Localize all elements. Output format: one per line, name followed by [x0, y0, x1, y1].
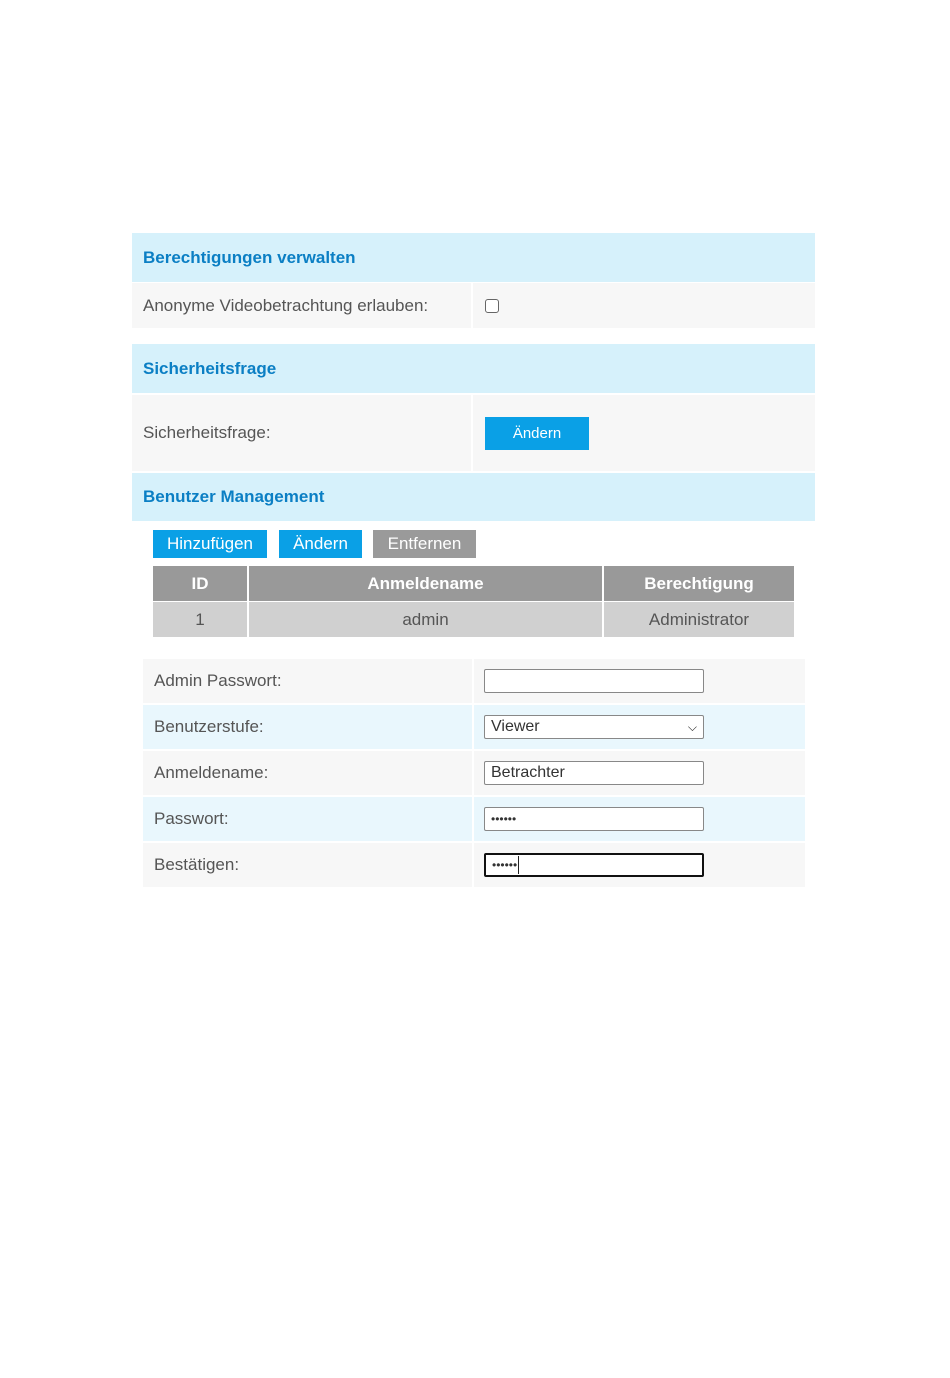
admin-password-row	[143, 659, 805, 703]
add-user-button[interactable]: Hinzufügen	[153, 530, 267, 558]
password-input[interactable]	[484, 807, 704, 831]
login-input[interactable]	[484, 761, 704, 785]
security-header: Sicherheitsfrage	[132, 344, 815, 393]
cell-id: 1	[153, 602, 248, 638]
column-header-id: ID	[153, 566, 248, 602]
login-value: Betrachter	[491, 764, 565, 781]
remove-user-button[interactable]: Entfernen	[373, 530, 476, 558]
security-question-row	[132, 395, 815, 471]
permissions-header: Berechtigungen verwalten	[132, 233, 815, 282]
users-table	[153, 566, 794, 637]
login-row	[143, 751, 805, 795]
user-management-header: Benutzer Management	[132, 473, 815, 521]
anon-video-checkbox[interactable]	[485, 299, 499, 313]
user-level-row	[143, 705, 805, 749]
security-section	[132, 344, 815, 471]
table-header-row	[153, 566, 794, 602]
admin-password-input[interactable]	[484, 669, 704, 693]
user-form	[143, 659, 805, 889]
column-header-permission: Berechtigung	[603, 566, 794, 602]
confirm-value: ••••••	[492, 858, 518, 872]
table-row[interactable]	[153, 602, 794, 638]
security-question-label: Sicherheitsfrage:	[132, 395, 473, 471]
password-label: Passwort:	[143, 797, 474, 841]
confirm-input[interactable]	[484, 853, 704, 877]
user-management-section	[132, 473, 815, 521]
column-header-login: Anmeldename	[248, 566, 603, 602]
anon-video-label: Anonyme Videobetrachtung erlauben:	[132, 283, 473, 328]
permissions-section	[132, 233, 815, 328]
change-user-button[interactable]: Ändern	[279, 530, 362, 558]
chevron-down-icon: ⌵	[687, 719, 697, 734]
text-caret	[518, 856, 519, 874]
admin-password-label: Admin Passwort:	[143, 659, 474, 703]
cell-permission: Administrator	[603, 602, 794, 638]
security-change-button[interactable]: Ändern	[485, 417, 589, 450]
password-row	[143, 797, 805, 841]
user-level-label: Benutzerstufe:	[143, 705, 474, 749]
confirm-label: Bestätigen:	[143, 843, 474, 887]
user-level-select[interactable]	[484, 715, 704, 739]
anon-video-row	[132, 283, 815, 328]
login-label: Anmeldename:	[143, 751, 474, 795]
password-value: ••••••	[491, 812, 517, 826]
confirm-row	[143, 843, 805, 887]
cell-login: admin	[248, 602, 603, 638]
user-level-value: Viewer	[491, 718, 540, 735]
